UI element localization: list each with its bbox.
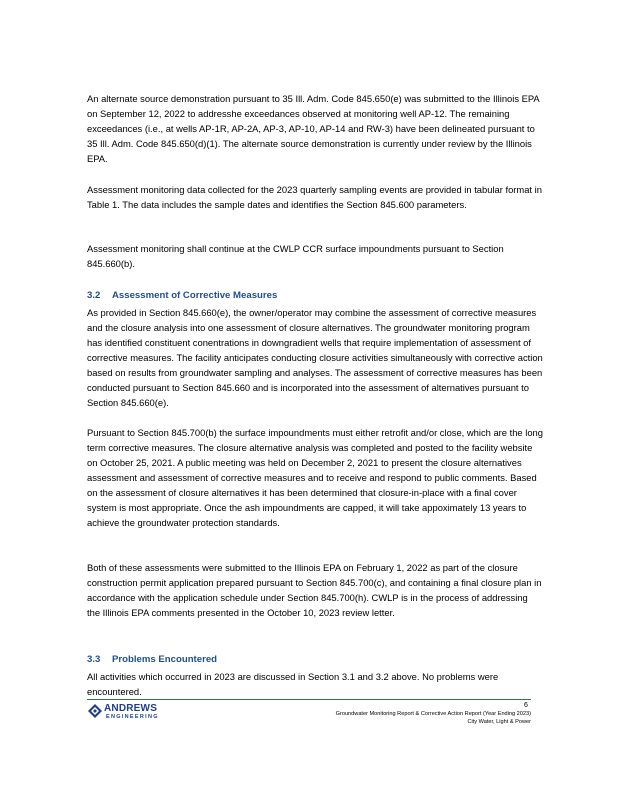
- paragraph-monitoring-continue: Assessment monitoring shall continue at the CWLP CCR surface impoundments pursuant to Section 845.660(b).: [87, 243, 504, 269]
- section-heading-3-2: [87, 290, 277, 301]
- section-number: 3.3: [87, 654, 101, 665]
- paragraph-closure-alternatives: Pursuant to Section 845.700(b) the surface impoundments must either retrofit and/or close, which are the long term corrective measures. The closure alternative analysis was completed and posted to the facility website on October 25, 2021. A public meeting was held on December 2, 2021 to present the closure alternatives assessment and assessment of corrective measures and to receive and respond to public comments. Based on the assessment of closure alternatives it has been determined that closure-in-place with a final cover system is most appropriate. Once the ash impoundments are capped, it will take appoximately 13 years to achieve the groundwater protection standards.: [87, 427, 543, 528]
- section-heading-3-3: [87, 654, 217, 665]
- section-number: 3.2: [87, 290, 101, 301]
- footer-report-title: Groundwater Monitoring Report & Corrective Action Report (Year Ending 2023): [335, 711, 531, 717]
- paragraph-corrective-measures: As provided in Section 845.660(e), the owner/operator may combine the assessment of corrective measures and the closure analysis into one assessment of closure alternatives. The groundwater monitoring program has identified constituent conentrations in downgradient wells that require implementation of assessment of corrective measures. The facility anticipates conducting closure activities simultaneously with corrective action based on results from groundwater sampling and analyses. The assessment of corrective measures has been conducted pursuant to Section 845.660 and is incorporated into the assessment of alternatives pursuant to Section 845.660(e).: [87, 307, 543, 408]
- logo-subtitle: ENGINEERING: [106, 714, 159, 720]
- section-title: Assessment of Corrective Measures: [112, 290, 278, 301]
- paragraph-alternate-source: An alternate source demonstration pursuant to 35 Ill. Adm. Code 845.650(e) was submitted to the Illinois EPA on September 12, 2022 to addresshe exceedances observed at monitoring well AP-12. The remaining exceedances (i.e., at wells AP-1R, AP-2A, AP-3, AP-10, AP-14 and RW-3) have been delineated pursuant to 35 Ill. Adm. Code 845.650(d)(1). The alternate source demonstration is currently under review by the Illinois EPA.: [87, 93, 540, 164]
- logo-name: ANDREWS: [104, 703, 158, 714]
- andrews-engineering-logo: [88, 703, 178, 723]
- footer-divider: [87, 699, 531, 700]
- diamond-logo-icon: [88, 704, 102, 718]
- paragraph-assessment-data: Assessment monitoring data collected for the 2023 quarterly sampling events are provided in tabular format in Table 1. The data includes the sample dates and identifies the Section 845.600 parameters.: [87, 184, 542, 210]
- page-number: 6: [524, 702, 528, 709]
- paragraph-permit-submission: Both of these assessments were submitted to the Illinois EPA on February 1, 2022 as part of the closure construction permit application prepared pursuant to Section 845.700(c), and containing a final closure plan in accordance with the application schedule under Section 845.700(h). CWLP is in the process of addressing the Illinois EPA comments presented in the October 10, 2023 review letter.: [87, 562, 542, 618]
- footer-client: City Water, Light & Power: [467, 718, 531, 725]
- paragraph-problems: All activities which occurred in 2023 are discussed in Section 3.1 and 3.2 above. No problems were encountered.: [87, 671, 499, 697]
- section-title: Problems Encountered: [112, 654, 218, 665]
- footer-report-info: [336, 711, 531, 726]
